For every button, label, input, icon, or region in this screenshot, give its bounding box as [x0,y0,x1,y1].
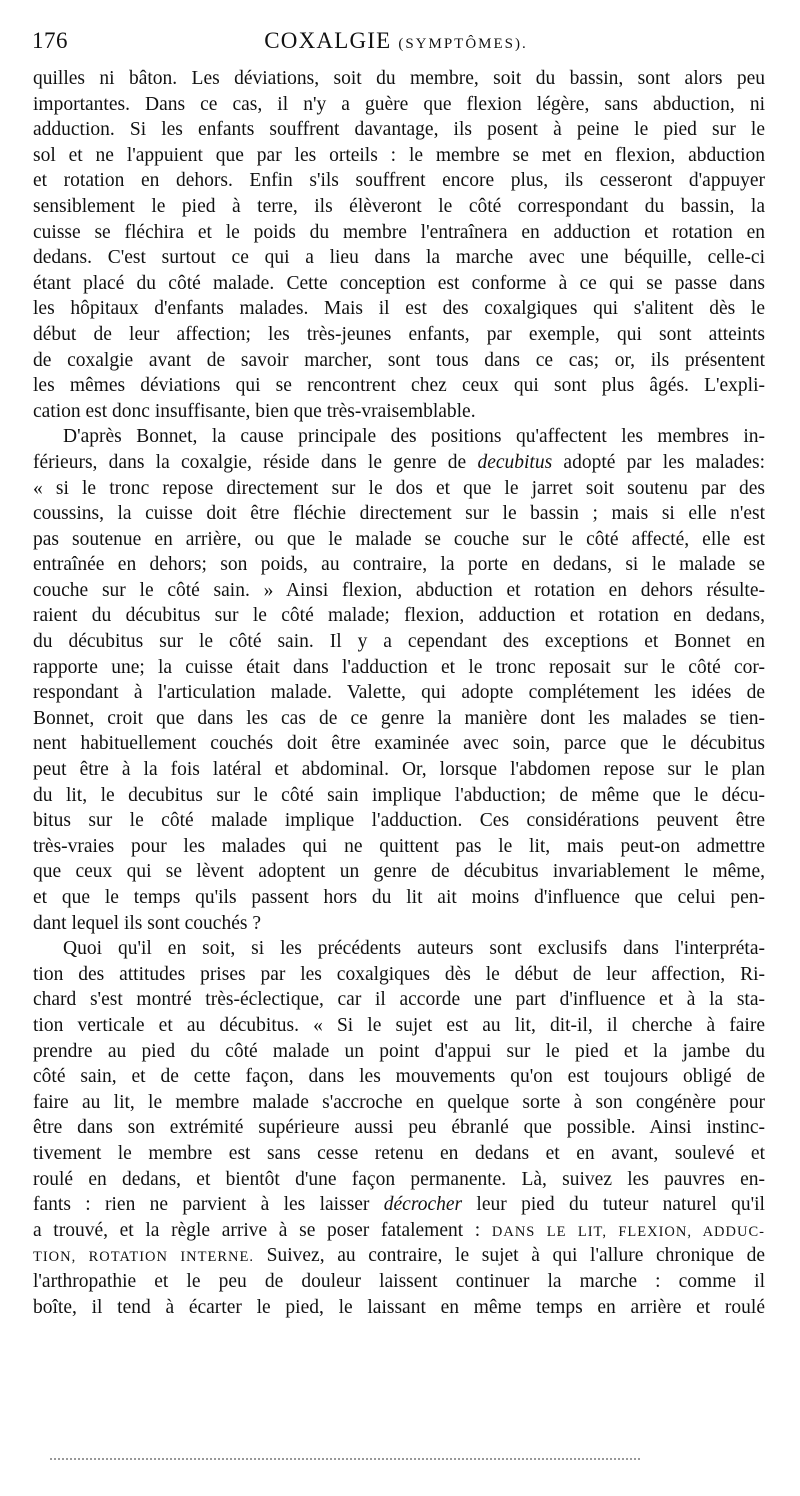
text-segment: cation est donc insuffisante, bien que très-vraisemblable. [33,400,476,422]
text-line [33,1269,765,1295]
text-segment: tivement le membre est sans cesse retenu en dedans et en avant, soulevé et [33,1142,765,1164]
text-segment: Suivez, au contraire, le sujet à qui l'allure chronique de [254,1245,766,1267]
text-line [33,1013,765,1039]
text-line [33,194,765,220]
text-segment: importantes. Dans ce cas, il n'y a guère que flexion légère, sans abduction, ni [33,93,765,115]
text-line [33,680,765,706]
running-title-main: COXALGIE [264,28,392,53]
text-segment: D'après Bonnet, la cause principale des positions qu'affectent les membres in- [63,426,765,448]
text-line [33,578,765,604]
text-segment: quilles ni bâton. Les déviations, soit du membre, soit du bassin, sont alors peu [33,68,765,89]
text-line [33,168,765,194]
text-line [33,1090,765,1116]
text-line [33,424,765,450]
text-line [33,731,765,757]
paragraph [33,66,765,424]
text-line [33,399,765,425]
text-line [33,1064,765,1090]
text-segment: tion verticale et au décubitus. « Si le sujet est au lit, dit-il, il cherche à faire [33,1014,765,1036]
text-segment: adduction. Si les enfants souffrent davantage, ils posent à peine le pied sur le [33,119,765,141]
text-segment: coussins, la cuisse doit être fléchie directement sur le bassin ; mais si elle n'est [33,503,765,525]
text-segment: adopté par les malades: [552,451,765,473]
text-line [33,885,765,911]
text-line [33,936,765,962]
paragraph [33,424,765,936]
text-line [33,1192,765,1218]
italic-term: decubitus [477,451,553,473]
text-line [33,603,765,629]
text-segment: prendre au pied du côté malade un point d'appui sur le pied et la jambe du [33,1040,765,1062]
text-line [33,629,765,655]
text-line [33,527,765,553]
text-segment: et que le temps qu'ils passent hors du lit ait moins d'influence que celui pen- [33,887,765,908]
paragraph [33,936,765,1320]
text-line [33,911,765,937]
text-segment: chard s'est montré très-éclectique, car il accorde une part d'influence et à la sta- [33,989,765,1011]
text-line [33,783,765,809]
text-segment: dedans. C'est surtout ce qui a lieu dans la marche avec une béquille, celle-ci [33,247,765,269]
italic-term: décrocher [383,1194,463,1216]
text-segment: fants : rien ne parvient à les laisser [33,1194,384,1216]
text-line [33,220,765,246]
text-segment: peut être à la fois latéral et abdominal. Or, lorsque l'abdomen repose sur le plan [33,759,765,781]
text-line [33,962,765,988]
text-segment: tion des attitudes prises par les coxalgiques dès le début de leur affection, Ri- [33,963,765,985]
text-line [33,1115,765,1141]
text-segment: couche sur le côté sain. » Ainsi flexion, abduction et rotation en dehors résulte- [33,579,765,601]
text-line [33,987,765,1013]
text-segment: raient du décubitus sur le côté malade; flexion, adduction et rotation en dedans, [33,605,765,627]
text-line [33,450,765,476]
text-line [33,1243,765,1269]
text-line [33,552,765,578]
text-segment: les hôpitaux d'enfants malades. Mais il est des coxalgiques qui s'alitent dès le [33,298,765,320]
text-line [33,655,765,681]
text-segment: côté sain, et de cette façon, dans les mouvements qu'on est toujours obligé de [33,1066,765,1088]
text-segment: et rotation en dehors. Enfin s'ils souffrent encore plus, ils cesseront d'appuyer [33,170,765,192]
text-segment: respondant à l'articulation malade. Valette, qui adopte complétement les idées de [33,682,765,704]
text-segment: boîte, il tend à écarter le pied, le laissant en même temps en arrière et roulé [33,1296,765,1318]
text-segment: a trouvé, et la règle arrive à se poser fatalement : [33,1219,492,1241]
text-line [33,66,765,92]
text-segment: rapporte une; la cuisse était dans l'adduction et le tronc reposait sur le côté cor- [33,656,765,678]
text-line [33,706,765,732]
text-segment: début de leur affection; les très-jeunes enfants, par exemple, qui sont atteints [33,323,765,345]
text-segment: férieurs, dans la coxalgie, réside dans le genre de [33,451,478,473]
text-line [33,1218,765,1244]
text-line [33,859,765,885]
text-line [33,373,765,399]
text-line [33,808,765,834]
text-segment: roulé en dedans, et bientôt d'une façon permanente. Là, suivez les pauvres en- [33,1168,765,1190]
text-segment: les mêmes déviations qui se rencontrent chez ceux qui sont plus âgés. L'expli- [33,375,765,397]
page-number: 176 [32,28,68,53]
text-segment: du décubitus sur le côté sain. Il y a cependant des exceptions et Bonnet en [33,631,765,653]
text-line [33,1039,765,1065]
running-title [32,28,760,54]
text-segment: de coxalgie avant de savoir marcher, sont tous dans ce cas; or, ils présentent [33,349,765,371]
text-line [33,501,765,527]
text-line [33,92,765,118]
text-segment: bitus sur le côté malade implique l'adduction. Ces considérations peuvent être [33,810,765,832]
text-line [33,1295,765,1321]
text-line [33,1141,765,1167]
text-line [33,757,765,783]
text-line [33,476,765,502]
text-segment: du lit, le decubitus sur le côté sain implique l'abduction; de même que le décu- [33,784,765,806]
text-segment: Quoi qu'il en soit, si les précédents auteurs sont exclusifs dans l'interpréta- [63,938,765,960]
text-line [33,245,765,271]
small-caps-text: DANS LE LIT, FLEXION, ADDUC- [491,1223,765,1240]
text-segment: dant lequel ils sont couchés ? [33,912,261,934]
text-segment: leur pied du tuteur naturel qu'il [462,1194,765,1216]
small-caps-text: TION, ROTATION INTERNE. [33,1249,254,1266]
text-line [33,834,765,860]
text-line [33,348,765,374]
text-segment: « si le tronc repose directement sur le dos et que le jarret soit soutenu par des [33,477,765,499]
footer-dotted-rule [50,1458,640,1460]
running-header [32,28,760,60]
text-segment: que ceux qui se lèvent adoptent un genre de décubitus invariablement le même, [33,861,765,883]
text-line [33,143,765,169]
text-segment: Bonnet, croit que dans les cas de ce genre la manière dont les malades se tien- [33,707,765,729]
text-segment: nent habituellement couchés doit être examinée avec soin, parce que le décubitus [33,733,765,755]
text-line [33,1167,765,1193]
text-segment: l'arthropathie et le peu de douleur laissent continuer la marche : comme il [33,1270,765,1292]
text-line [33,117,765,143]
text-line [33,271,765,297]
text-line [33,322,765,348]
text-segment: très-vraies pour les malades qui ne quittent pas le lit, mais peut-on admettre [33,835,765,857]
body-text [33,66,765,1320]
text-segment: être dans son extrémité supérieure aussi peu ébranlé que possible. Ainsi instinc- [33,1117,765,1139]
text-segment: sensiblement le pied à terre, ils élèveront le côté correspondant du bassin, la [33,195,765,217]
text-segment: étant placé du côté malade. Cette conception est conforme à ce qui se passe dans [33,272,765,294]
text-segment: faire au lit, le membre malade s'accroche en quelque sorte à son congénère pour [33,1091,765,1113]
text-segment: sol et ne l'appuient que par les orteils : le membre se met en flexion, abduction [33,144,765,166]
text-segment: cuisse se fléchira et le poids du membre l'entraînera en adduction et rotation en [33,221,765,243]
text-segment: entraînée en dehors; son poids, au contraire, la porte en dedans, si le malade se [33,554,765,576]
running-title-sub: (SYMPTÔMES). [398,36,528,52]
text-line [33,296,765,322]
text-segment: pas soutenue en arrière, ou que le malade se couche sur le côté affecté, elle est [33,528,765,550]
